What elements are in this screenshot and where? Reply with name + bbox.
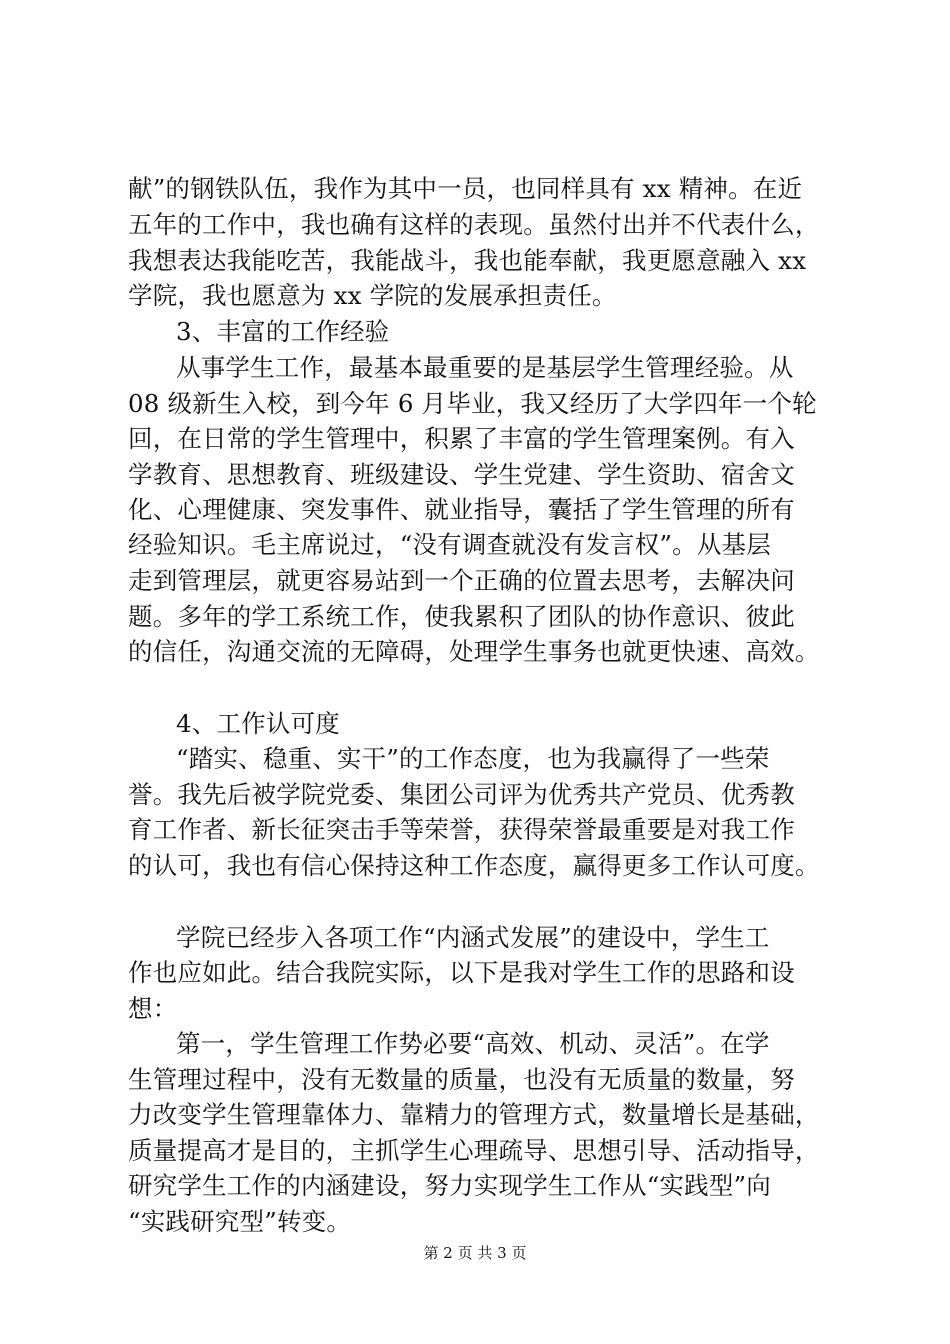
text-line: 育工作者、新长征突击手等荣誉，获得荣誉最重要是对我工作	[128, 815, 795, 844]
text-line: 第一，学生管理工作势必要“高效、机动、灵活”。在学	[176, 1029, 770, 1058]
section-heading: 4、工作认可度	[176, 709, 340, 738]
text-line: 回，在日常的学生管理中，积累了丰富的学生管理案例。有入	[128, 424, 795, 453]
text-line: 学院已经步入各项工作“内涵式发展”的建设中，学生工	[176, 923, 770, 952]
text-line: 质量提高才是目的，主抓学生心理疏导、思想引导、活动指导，	[128, 1136, 820, 1165]
page-number-footer: 第 2 页 共 3 页	[423, 1244, 527, 1262]
section-heading: 3、丰富的工作经验	[176, 317, 390, 346]
text-line: 学院，我也愿意为 xx 学院的发展承担责任。	[128, 281, 617, 310]
text-line: 08 级新生入校，到今年 6 月毕业，我又经历了大学四年一个轮	[128, 389, 817, 418]
text-line: 的认可，我也有信心保持这种工作态度，赢得更多工作认可度。	[128, 851, 820, 880]
text-line: 题。多年的学工系统工作，使我累积了团队的协作意识、彼此	[128, 602, 795, 631]
text-line: 的信任，沟通交流的无障碍，处理学生事务也就更快速、高效。	[128, 637, 820, 666]
text-line: 从事学生工作，最基本最重要的是基层学生管理经验。从	[176, 353, 794, 382]
text-line: 力改变学生管理靠体力、靠精力的管理方式，数量增长是基础，	[128, 1100, 820, 1129]
text-line: 化、心理健康、突发事件、就业指导，囊括了学生管理的所有	[128, 495, 795, 524]
text-line: 五年的工作中，我也确有这样的表现。虽然付出并不代表什么，	[128, 210, 820, 239]
text-line: 走到管理层，就更容易站到一个正确的位置去思考，去解决问	[128, 566, 795, 595]
text-line: 想：	[128, 994, 178, 1023]
text-line: 献”的钢铁队伍，我作为其中一员，也同样具有 xx 精神。在近	[128, 174, 803, 203]
text-line: 经验知识。毛主席说过，“没有调查就没有发言权”。从基层	[128, 530, 771, 559]
text-line: 作也应如此。结合我院实际，以下是我对学生工作的思路和设	[128, 958, 795, 987]
text-line: 誉。我先后被学院党委、集团公司评为优秀共产党员、优秀教	[128, 780, 795, 809]
text-line: “踏实、稳重、实干”的工作态度，也为我赢得了一些荣	[176, 744, 770, 773]
text-line: 研究学生工作的内涵建设，努力实现学生工作从“实践型”向	[128, 1171, 771, 1200]
text-line: “实践研究型”转变。	[128, 1207, 352, 1236]
text-line: 生管理过程中，没有无数量的质量，也没有无质量的数量，努	[128, 1065, 795, 1094]
text-line: 我想表达我能吃苦，我能战斗，我也能奉献，我更愿意融入 xx	[128, 246, 807, 275]
text-line: 学教育、思想教育、班级建设、学生党建、学生资助、宿舍文	[128, 460, 795, 489]
